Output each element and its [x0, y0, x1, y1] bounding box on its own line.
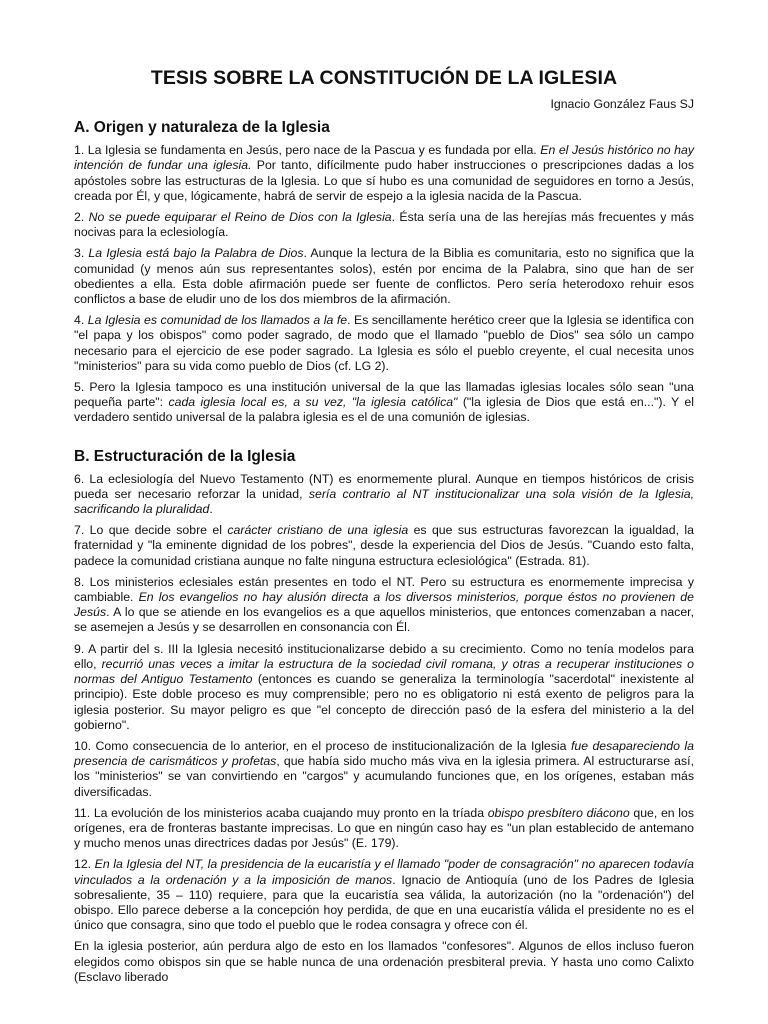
- text-run: 4.: [74, 313, 88, 328]
- text-run: 8. Los ministerios eclesiales están presentes en todo el NT. Pero su estructura es enormemente imprecisa y cambiable.: [74, 574, 694, 605]
- text-run: 2.: [74, 210, 89, 225]
- paragraph: [74, 939, 694, 985]
- paragraph: [74, 210, 694, 240]
- italic-text: No se puede equiparar el Reino de Dios con la Iglesia: [88, 210, 392, 225]
- document-title: TESIS SOBRE LA CONSTITUCIÓN DE LA IGLESIA: [150, 67, 618, 89]
- italic-text: recurrió unas veces a imitar la estructura de la sociedad civil romana, y otras a recuperar instituciones o normas del Antiguo Testamento: [74, 656, 694, 687]
- text-run: 3.: [74, 246, 89, 261]
- text-run: 12.: [74, 857, 95, 872]
- text-run: . Ignacio de Antioquía (uno de los Padres de Iglesia sobresaliente, 35 – 110) requiere, para que la eucaristía sea válida, la autorización (no la "ordenación") del obispo. Ello parece deberse a la concepción hoy perdida, de que en una eucaristía válida el presidente no es el único que consagra, sino que todo el pueblo que le rodea consagra y ofrece con él.: [74, 872, 694, 933]
- text-run: .: [209, 502, 213, 517]
- document-page: [74, 66, 694, 991]
- paragraph: [74, 739, 694, 800]
- text-run: 7. Lo que decide sobre el: [74, 523, 228, 538]
- italic-text: En los evangelios no hay alusión directa a los diversos ministerios, porque éstos no provienen de Jesús: [74, 590, 694, 620]
- text-run: En la iglesia posterior, aún perdura algo de esto en los llamados "confesores". Algunos de ellos incluso fueron elegidos como obispos sin que se hable nunca de una ordenación presbiteral previa. Y hasta uno como Calixto (Esclavo liberado: [74, 939, 694, 984]
- italic-text: La Iglesia está bajo la Palabra de Dios: [88, 246, 304, 261]
- paragraph: [74, 472, 694, 518]
- text-run: 1. La Iglesia se fundamenta en Jesús, pero nace de la Pascua y es fundada por ella.: [74, 143, 541, 158]
- paragraph: [74, 523, 694, 569]
- text-run: 5. Pero la Iglesia tampoco es una institución universal de la que las llamadas iglesias locales sólo sean "una pequeña parte":: [74, 380, 694, 410]
- text-run: (entonces es cuando se generaliza la terminología "sacerdotal" inexistente al principio). Este doble proceso es muy comprensible; pero no es obligatorio ni está exento de peligros para la iglesia posterior. Su mayor peligro es que "el concepto de dirección pasó de la esfera del ministerio a la del gobierno".: [74, 672, 694, 732]
- text-run: . Ésta sería una de las herejías más frecuentes y más nocivas para la eclesiología.: [74, 210, 694, 240]
- paragraph: [74, 642, 694, 733]
- text-run: . Es sencillamente herético creer que la Iglesia se identifica con "el papa y los obispos" como poder sagrado, de modo que el llamado "pueblo de Dios" sea sólo un campo necesario para el ejercicio de ese poder sagrado. La Iglesia es sólo el pueblo creyente, el cual necesita unos "ministerios" para su vida como pueblo de Dios (cf. LG 2).: [74, 313, 694, 373]
- italic-text: cada iglesia local es, a su vez, "la iglesia católica": [168, 395, 458, 410]
- paragraph: [74, 575, 694, 636]
- paragraph: [74, 246, 694, 307]
- paragraph: [74, 806, 694, 852]
- text-run: ("la iglesia de Dios que está en..."). Y el verdadero sentido universal de la palabra iglesia es el de una comunión de iglesias.: [74, 395, 695, 425]
- text-run: que, en los orígenes, era de fronteras bastante imprecisas. Lo que en ningún caso hay es "un plan establecido de antemano y mucho menos unas directrices dadas por Jesús" (E. 179).: [74, 805, 694, 851]
- section-heading: A. Origen y naturaleza de la Iglesia: [74, 119, 330, 137]
- italic-text: fue desapareciendo la presencia de carismáticos y profetas: [74, 738, 694, 769]
- text-run: 11. La evolución de los ministerios acaba cuajando muy pronto en la tríada: [74, 805, 488, 820]
- section-heading: B. Estructuración de la Iglesia: [74, 447, 296, 465]
- paragraph: [74, 143, 694, 204]
- text-run: 9. A partir del s. III la Iglesia necesitó institucionalizarse debido a su crecimiento. Como no tenía modelos para ello,: [74, 641, 694, 671]
- paragraph: [74, 857, 694, 933]
- text-run: , que había sido mucho más viva en la iglesia primera. Al estructurarse así, los "ministerios" se van convirtiendo en "cargos" y acumulando funciones que, en los orígenes, estaban más diversificadas.: [74, 754, 694, 799]
- document-body: [74, 118, 694, 985]
- paragraph: [74, 380, 694, 426]
- italic-text: obispo presbítero diácono: [487, 805, 630, 820]
- document-author: Ignacio González Faus SJ: [550, 97, 694, 111]
- italic-text: En la Iglesia del NT, la presidencia de la eucaristía y el llamado "poder de consagración" no aparecen todavía vinculados a la ordenación y a la imposición de manos: [74, 857, 695, 887]
- italic-text: sería contrario al NT institucionalizar una sola visión de la Iglesia, sacrificando la pluralidad: [74, 486, 694, 517]
- text-run: . Aunque la lectura de la Biblia es comunitaria, esto no significa que la comunidad (y menos aún sus representantes solos), estén por encima de la Palabra, sino que han de ser obedientes a ella. Esta doble afirmación puede ser fuente de conflictos. Pero sería heterodoxo rehuir esos conflictos a base de eludir uno de los dos miembros de la afirmación.: [74, 246, 694, 307]
- paragraph: [74, 313, 694, 374]
- text-run: . A lo que se atiende en los evangelios es a que aquellos ministerios, que entonces comenzaban a nacer, se asemejen a Jesús y se desarrollen en consonancia con Él.: [74, 605, 694, 635]
- italic-text: La Iglesia es comunidad de los llamados a la fe: [87, 313, 348, 328]
- text-run: Por tanto, difícilmente pudo haber instrucciones o prescripciones dadas a los apóstoles sobre las estructuras de la Iglesia. Lo que sí hubo es una comunidad de seguidores en torno a Jesús, creada por Él, y que, lógicamente, habrá de servir de espejo a la iglesia nacida de la Pascua.: [74, 158, 695, 203]
- italic-text: En el Jesús histórico no hay intención de fundar una iglesia.: [74, 143, 694, 173]
- text-run: 10. Como consecuencia de lo anterior, en el proceso de institucionalización de la Iglesia: [74, 738, 571, 753]
- text-run: 6. La eclesiología del Nuevo Testamento (NT) es enormemente plural. Aunque en tiempos históricos de crisis pueda ser necesario reforzar la unidad,: [74, 471, 694, 501]
- italic-text: carácter cristiano de una iglesia: [227, 523, 409, 538]
- text-run: es que sus estructuras favorezcan la igualdad, la fraternidad y "la eminente dignidad de los pobres", desde la experiencia del Dios de Jesús. "Cuando esto falta, padece la comunidad cristiana aunque no falte ninguna estructura eclesiológica" (Estrada. 81).: [74, 523, 694, 568]
